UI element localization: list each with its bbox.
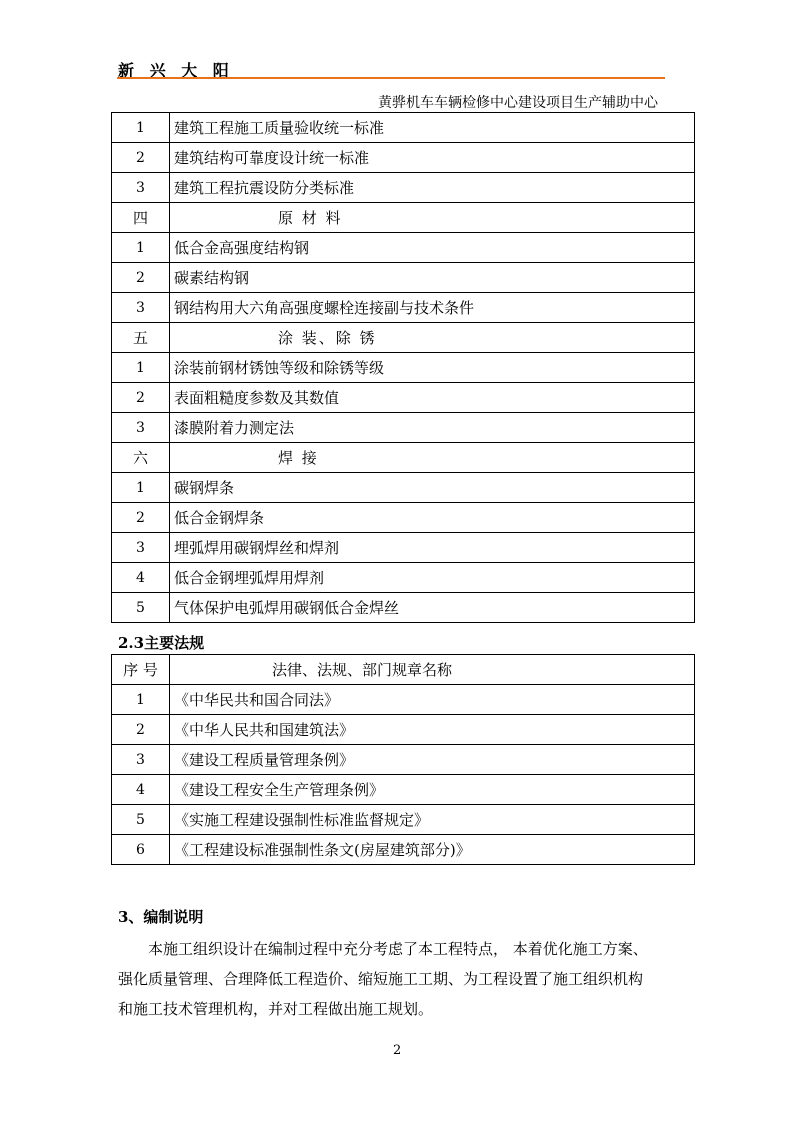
- header-name: 法律、法规、部门规章名称: [170, 655, 695, 685]
- table-row: [112, 473, 695, 503]
- row-number: 1: [112, 685, 170, 715]
- header-brand: 新 兴 大 阳: [118, 61, 234, 80]
- table-row: [112, 533, 695, 563]
- row-number: 6: [112, 835, 170, 865]
- header-no: 序 号: [112, 655, 170, 685]
- table-row: [112, 233, 695, 263]
- row-number: 1: [112, 233, 170, 263]
- row-name: 钢结构用大六角高强度螺栓连接副与技术条件: [170, 293, 695, 323]
- row-number: 六: [112, 443, 170, 473]
- row-name: 表面粗糙度参数及其数值: [170, 383, 695, 413]
- row-name: 气体保护电弧焊用碳钢低合金焊丝: [170, 593, 695, 623]
- header-divider: [117, 77, 665, 79]
- row-number: 4: [112, 563, 170, 593]
- paragraph-line: 本施工组织设计在编制过程中充分考虑了本工程特点， 本着优化施工方案、: [148, 940, 648, 958]
- table-row: [112, 805, 695, 835]
- row-number: 3: [112, 293, 170, 323]
- row-number: 3: [112, 413, 170, 443]
- paragraph-line: 和施工技术管理机构，并对工程做出施工规划。: [118, 1000, 434, 1018]
- table-row: [112, 745, 695, 775]
- row-name: 原 材 料: [170, 203, 695, 233]
- table-row: [112, 563, 695, 593]
- row-name: 建筑工程抗震设防分类标准: [170, 173, 695, 203]
- regulations-table: [111, 654, 695, 865]
- table-row: [112, 293, 695, 323]
- row-number: 1: [112, 473, 170, 503]
- row-name: 碳钢焊条: [170, 473, 695, 503]
- row-number: 3: [112, 533, 170, 563]
- table-row: [112, 263, 695, 293]
- row-name: 建筑结构可靠度设计统一标准: [170, 143, 695, 173]
- table-section-row: [112, 443, 695, 473]
- section-3-title: 3、编制说明: [118, 908, 204, 926]
- row-name: 低合金高强度结构钢: [170, 233, 695, 263]
- header-subtitle: 黄骅机车车辆检修中心建设项目生产辅助中心: [378, 95, 658, 111]
- table-row: [112, 775, 695, 805]
- standards-table: [111, 112, 695, 623]
- row-number: 2: [112, 383, 170, 413]
- row-number: 5: [112, 805, 170, 835]
- row-number: 4: [112, 775, 170, 805]
- row-name: 碳素结构钢: [170, 263, 695, 293]
- table-row: [112, 593, 695, 623]
- row-name: 低合金钢焊条: [170, 503, 695, 533]
- table-section-row: [112, 323, 695, 353]
- table-row: [112, 715, 695, 745]
- section-2-3-title: 2.3主要法规: [118, 634, 205, 652]
- table-row: [112, 383, 695, 413]
- table-row: [112, 685, 695, 715]
- row-number: 1: [112, 113, 170, 143]
- page-number: 2: [393, 1043, 402, 1058]
- row-name: 《中华人民共和国建筑法》: [170, 715, 695, 745]
- row-number: 2: [112, 263, 170, 293]
- table-row: [112, 503, 695, 533]
- table-row: [112, 353, 695, 383]
- row-name: 《中华民共和国合同法》: [170, 685, 695, 715]
- row-number: 2: [112, 143, 170, 173]
- row-number: 1: [112, 353, 170, 383]
- row-name: 建筑工程施工质量验收统一标准: [170, 113, 695, 143]
- table-row: [112, 173, 695, 203]
- table-row: [112, 835, 695, 865]
- row-number: 2: [112, 503, 170, 533]
- table-row: [112, 413, 695, 443]
- row-name: 漆膜附着力测定法: [170, 413, 695, 443]
- table-section-row: [112, 203, 695, 233]
- table-header-row: [112, 655, 695, 685]
- row-name: 《实施工程建设强制性标准监督规定》: [170, 805, 695, 835]
- row-number: 2: [112, 715, 170, 745]
- row-number: 3: [112, 745, 170, 775]
- row-name: 涂装前钢材锈蚀等级和除锈等级: [170, 353, 695, 383]
- row-name: 低合金钢埋弧焊用焊剂: [170, 563, 695, 593]
- row-name: 《建设工程质量管理条例》: [170, 745, 695, 775]
- row-name: 焊 接: [170, 443, 695, 473]
- row-name: 埋弧焊用碳钢焊丝和焊剂: [170, 533, 695, 563]
- paragraph-line: 强化质量管理、合理降低工程造价、缩短施工工期、为工程设置了施工组织机构: [118, 970, 644, 988]
- row-name: 涂 装、除 锈: [170, 323, 695, 353]
- table-row: [112, 113, 695, 143]
- row-number: 四: [112, 203, 170, 233]
- section-3-paragraph: [118, 934, 678, 1024]
- row-number: 3: [112, 173, 170, 203]
- row-name: 《建设工程安全生产管理条例》: [170, 775, 695, 805]
- table-row: [112, 143, 695, 173]
- row-number: 5: [112, 593, 170, 623]
- row-name: 《工程建设标准强制性条文(房屋建筑部分)》: [170, 835, 695, 865]
- row-number: 五: [112, 323, 170, 353]
